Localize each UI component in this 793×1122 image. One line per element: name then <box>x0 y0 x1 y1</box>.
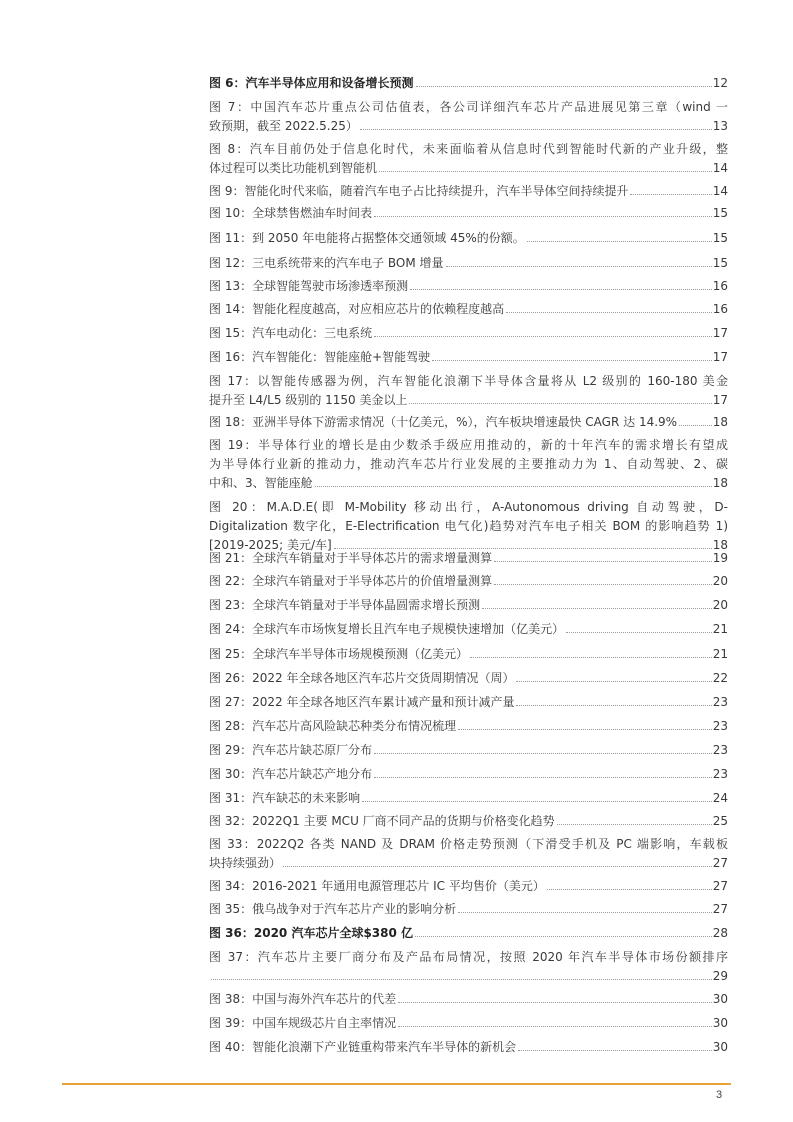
dot-leader <box>516 680 711 682</box>
toc-entry[interactable] <box>209 436 728 493</box>
toc-entry-page: 14 <box>712 184 728 198</box>
toc-entry[interactable] <box>209 693 728 712</box>
dot-leader <box>446 265 712 267</box>
toc-entry-text-line: 图 33：2022Q2 各类 NAND 及 DRAM 价格走势预测（下滑受手机及 PC 端影响，车载板 <box>209 837 728 851</box>
toc-entry-title: 图 31：汽车缺芯的未来影响 <box>209 791 361 805</box>
dot-leader <box>410 288 712 290</box>
toc-entry-page: 17 <box>712 393 728 407</box>
toc-entry[interactable] <box>209 1038 728 1057</box>
toc-entry[interactable] <box>209 900 728 919</box>
toc-entry-text-line: 为半导体行业新的推动力，推动汽车芯片行业发展的主要推动力为 1、自动驾驶、2、碳 <box>209 457 728 471</box>
dot-leader <box>518 1049 712 1051</box>
toc-entry[interactable] <box>209 572 728 591</box>
toc-entry[interactable] <box>209 372 728 410</box>
toc-entry-text-line: 图 17：以智能传感器为例，汽车智能化浪潮下半导体含量将从 L2 级别的 160-180 美金 <box>209 374 728 388</box>
toc-entry-page: 23 <box>712 719 728 733</box>
toc-entry-page: 14 <box>712 161 728 175</box>
dot-leader <box>516 704 711 706</box>
toc-entry-title: 图 36：2020 汽车芯片全球$380 亿 <box>209 926 414 940</box>
dot-leader <box>630 193 711 195</box>
toc-entry-title: 图 35：俄乌战争对于汽车芯片产业的影响分析 <box>209 902 457 916</box>
dot-leader <box>458 728 712 730</box>
dot-leader <box>416 85 712 87</box>
dot-leader <box>362 800 712 802</box>
toc-entry-title: 图 30：汽车芯片缺芯产地分布 <box>209 767 373 781</box>
toc-entry-title: 中和、3、智能座舱 <box>209 476 313 490</box>
toc-entry-page: 18 <box>712 538 728 552</box>
toc-entry-page: 24 <box>712 791 728 805</box>
toc-entry[interactable] <box>209 140 728 178</box>
dot-leader <box>679 424 712 426</box>
toc-entry-title: 体过程可以类比功能机到智能机 <box>209 161 378 175</box>
dot-leader <box>398 1025 712 1027</box>
toc-entry[interactable] <box>209 924 728 943</box>
toc-entry-page: 15 <box>712 206 728 220</box>
toc-entry-page: 21 <box>712 622 728 636</box>
dot-leader <box>374 776 712 778</box>
toc-entry-page: 30 <box>712 992 728 1006</box>
toc-entry-title: 图 16：汽车智能化：智能座舱+智能驾驶 <box>209 350 431 364</box>
toc-entry-title: 图 23：全球汽车销量对于半导体晶圆需求增长预测 <box>209 598 481 612</box>
toc-entry-page: 20 <box>712 598 728 612</box>
toc-entry-title: 图 28：汽车芯片高风险缺芯种类分布情况梳理 <box>209 719 457 733</box>
toc-entry[interactable] <box>209 812 728 831</box>
toc-entry-page: 27 <box>712 902 728 916</box>
dot-leader <box>494 560 712 562</box>
toc-entry[interactable] <box>209 74 728 93</box>
toc-entry[interactable] <box>209 620 728 639</box>
dot-leader <box>547 888 712 890</box>
toc-entry-page: 28 <box>712 926 728 940</box>
footer-rule <box>62 1083 731 1085</box>
toc-entry[interactable] <box>209 549 728 568</box>
dot-leader <box>360 128 712 130</box>
toc-entry[interactable] <box>209 413 728 432</box>
dot-leader <box>409 402 711 404</box>
toc-entry[interactable] <box>209 877 728 896</box>
toc-entry[interactable] <box>209 98 728 136</box>
dot-leader <box>458 911 712 913</box>
toc-entry-title: 图 9：智能化时代来临，随着汽车电子占比持续提升，汽车半导体空间持续提升 <box>209 184 629 198</box>
toc-entry-text-line: 图 19：半导体行业的增长是由少数杀手级应用推动的，新的十年汽车的需求增长有望成 <box>209 438 728 452</box>
toc-entry-page: 23 <box>712 743 728 757</box>
toc-entry-page: 13 <box>712 119 728 133</box>
toc-entry[interactable] <box>209 324 728 343</box>
toc-entry-title: 致预期，截至 2022.5.25） <box>209 119 358 133</box>
toc-entry-title: 图 25：全球汽车半导体市场规模预测（亿美元） <box>209 647 469 661</box>
dot-leader <box>470 656 712 658</box>
toc-entry[interactable] <box>209 948 728 986</box>
dot-leader <box>374 335 712 337</box>
toc-entry[interactable] <box>209 204 728 223</box>
toc-entry-page: 17 <box>712 326 728 340</box>
dot-leader <box>432 359 712 361</box>
toc-entry-page: 16 <box>712 302 728 316</box>
toc-entry-title: 图 40：智能化浪潮下产业链重构带来汽车半导体的新机会 <box>209 1040 517 1054</box>
dot-leader <box>482 607 712 609</box>
toc-entry[interactable] <box>209 182 728 201</box>
toc-entry-text-line: 图 7：中国汽车芯片重点公司估值表，各公司详细汽车芯片产品进展见第三章（wind 一 <box>209 100 728 114</box>
toc-entry-page: 15 <box>712 231 728 245</box>
toc-entry[interactable] <box>209 669 728 688</box>
toc-entry[interactable] <box>209 1014 728 1033</box>
dot-leader <box>374 752 712 754</box>
toc-entry-title: 图 34：2016-2021 年通用电源管理芯片 IC 平均售价（美元） <box>209 879 545 893</box>
toc-entry-title: 图 29：汽车芯片缺芯原厂分布 <box>209 743 373 757</box>
toc-entry[interactable] <box>209 277 728 296</box>
toc-entry-text-line: Digitalization 数字化，E-Electrification 电气化)趋势对汽车电子相关 BOM 的影响趋势 1) <box>209 519 728 533</box>
toc-entry-title: 图 26：2022 年全球各地区汽车芯片交货周期情况（周） <box>209 671 515 685</box>
toc-entry-page: 29 <box>712 969 728 983</box>
dot-leader <box>211 978 712 980</box>
toc-entry-page: 27 <box>712 879 728 893</box>
toc-entry-page: 16 <box>712 279 728 293</box>
toc-entry-page: 25 <box>712 814 728 828</box>
toc-entry-page: 18 <box>712 415 728 429</box>
toc-entry-title: 图 22：全球汽车销量对于半导体芯片的价值增量测算 <box>209 574 493 588</box>
dot-leader <box>494 583 712 585</box>
toc-entry-title: 图 10：全球禁售燃油车时间表 <box>209 206 373 220</box>
toc-entry-page: 19 <box>712 551 728 565</box>
toc-entry-page: 27 <box>712 856 728 870</box>
toc-entry-page: 23 <box>712 767 728 781</box>
toc-entry-title: 图 39：中国车规级芯片自主率情况 <box>209 1016 397 1030</box>
toc-entry-text-line: 图 8：汽车目前仍处于信息化时代，未来面临着从信息时代到智能时代新的产业升级，整 <box>209 142 728 156</box>
toc-entry-title: 图 15：汽车电动化：三电系统 <box>209 326 373 340</box>
toc-entry-page: 20 <box>712 574 728 588</box>
dot-leader <box>283 865 712 867</box>
toc-entry-title: 图 18：亚洲半导体下游需求情况（十亿美元，%），汽车板块增速最快 CAGR 达 14.9% <box>209 415 678 429</box>
toc-entry-page: 18 <box>712 476 728 490</box>
toc-entry-page: 22 <box>712 671 728 685</box>
toc-entry-title: 块持续强劲） <box>209 856 282 870</box>
dot-leader <box>374 215 712 217</box>
dot-leader <box>527 240 712 242</box>
toc-entry-title: 图 11：到 2050 年电能将占据整体交通领域 45%的份额。 <box>209 231 525 245</box>
dot-leader <box>315 485 712 487</box>
toc-entry[interactable] <box>209 229 728 248</box>
toc-entry-title: 图 32：2022Q1 主要 MCU 厂商不同产品的货期与价格变化趋势 <box>209 814 555 828</box>
toc-entry-title: 提升至 L4/L5 级别的 1150 美金以上 <box>209 393 408 407</box>
toc-entry-page: 30 <box>712 1040 728 1054</box>
toc-entry-title: 图 13：全球智能驾驶市场渗透率预测 <box>209 279 409 293</box>
toc-entry[interactable] <box>209 990 728 1009</box>
toc-entry-page: 23 <box>712 695 728 709</box>
toc-entry-page: 17 <box>712 350 728 364</box>
toc-entry[interactable] <box>209 596 728 615</box>
toc-entry-title: 图 12：三电系统带来的汽车电子 BOM 增量 <box>209 256 444 270</box>
dot-leader <box>415 935 712 937</box>
toc-entry-text-line: 图 37：汽车芯片主要厂商分布及产品布局情况，按照 2020 年汽车半导体市场份额排序 <box>209 950 728 964</box>
dot-leader <box>379 170 712 172</box>
toc-entry-page: 30 <box>712 1016 728 1030</box>
dot-leader <box>398 1001 712 1003</box>
toc-entry-title: 图 6：汽车半导体应用和设备增长预测 <box>209 76 414 90</box>
toc-entry-title: 图 21：全球汽车销量对于半导体芯片的需求增量测算 <box>209 551 493 565</box>
toc-entry[interactable] <box>209 254 728 273</box>
dot-leader <box>506 311 712 313</box>
page-number: 3 <box>716 1089 723 1101</box>
toc-entry[interactable] <box>209 300 728 319</box>
dot-leader <box>557 823 712 825</box>
dot-leader <box>566 631 712 633</box>
toc-entry-title: 图 24：全球汽车市场恢复增长且汽车电子规模快速增加（亿美元） <box>209 622 565 636</box>
toc-entry-title: 图 14：智能化程度越高，对应相应芯片的依赖程度越高 <box>209 302 505 316</box>
toc-entry-page: 21 <box>712 647 728 661</box>
toc-entry[interactable] <box>209 835 728 873</box>
toc-entry-page: 12 <box>712 76 728 90</box>
toc-entry[interactable] <box>209 789 728 808</box>
toc-entry[interactable] <box>209 645 728 664</box>
toc-entry[interactable] <box>209 348 728 367</box>
toc-entry-text-line: 图 20：M.A.D.E(即 M-Mobility 移动出行，A-Autonomous driving 自动驾驶，D- <box>209 500 728 514</box>
toc-entry[interactable] <box>209 498 728 555</box>
toc-entry-page: 15 <box>712 256 728 270</box>
toc-entry-title: 图 38：中国与海外汽车芯片的代差 <box>209 992 397 1006</box>
toc-entry-title: [2019-2025; 美元/车] <box>209 538 332 552</box>
toc-entry[interactable] <box>209 741 728 760</box>
toc-entry[interactable] <box>209 717 728 736</box>
toc-entry-title: 图 27：2022 年全球各地区汽车累计减产量和预计减产量 <box>209 695 515 709</box>
toc-entry[interactable] <box>209 765 728 784</box>
